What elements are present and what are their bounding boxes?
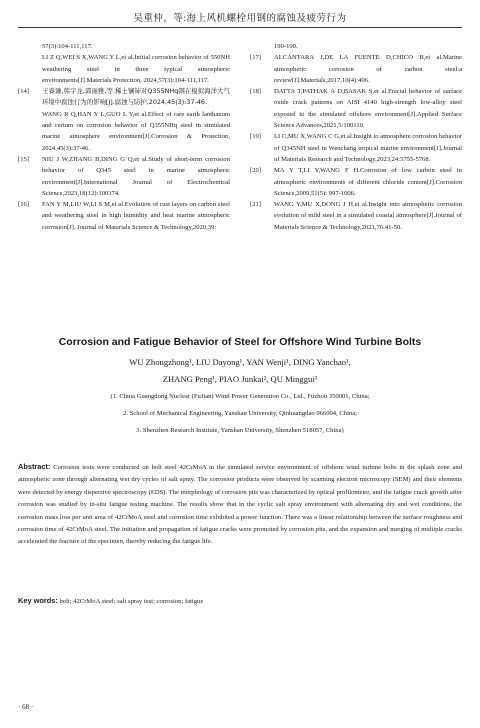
abstract-text: Corrosion tests were conducted on bolt steel 42CrMoA in the simulated service environment of offshore wind turbine bolts in the splash zone and atmospheric zone through alternating wet dry cycles of salt spray. The corrosion products were observed by scanning electron microscopy (SEM) and their elements were detected by energy dispersive spectroscopy (EDS). The morphology of corrosion pits was characterized by optical profilometer, and the fatigue crack growth after corrosion was studied by in-situ fatigue testing machine. The results show that in the cyclic salt spray environment with alternating dry and wet conditions, the corrosion mass loss per unit area of 42CrMoA steel and corrosion time exhibited a power function. There was a linear relationship between the surface roughness and corrosion time of 42CrMoA steel. The initiation and propagation of fatigue cracks were promoted by corrosion pits, and the expansion and merging of multiple cracks accelerated the fracture of the specimen, thereby reducing the fatigue life.	[18, 464, 463, 546]
reference-entry	[250, 86, 462, 131]
references-right-column	[250, 41, 462, 233]
reference-number: [19]	[250, 133, 261, 141]
authors-line-2: ZHANG Peng¹, PIAO Junkai², QU Minggui³	[162, 374, 318, 384]
affiliation-3: 3. Shenzhen Research Institute, Yanshan University, Shenzhen 518057, China)	[136, 427, 344, 434]
keywords-text: bolt; 42CrMoA steel; salt spray test; corrosion; fatigue	[59, 598, 204, 605]
reference-entry	[250, 131, 462, 165]
reference-number: [21]	[250, 201, 261, 209]
reference-text: DATTA T,PATHAK A D,BASAK S,et al.Fractal behavior of surface oxide crack patterns on AISI 4140 high-strength low-alloy steel exposed to the simulated offshore environment[J].Applied Surface Science Advances,2021,5:100110.	[274, 88, 462, 130]
reference-text: ALCÁNTARA J,DE LA FUENTE D,CHICO B,et al.Marine atmospheric corrosion of carbon steel:a review[J].Materials,2017,10(4):406.	[274, 54, 462, 84]
reference-continuation: LI Z Q,WEI S X,WANG Y L,et al.Initial corrosion behavior of 550NH weathering steel in three typical atmospheric environments[J].Materials Protection, 2024,57(3):104-111,117.	[42, 54, 230, 84]
running-header: 吴重仲，等:海上风机螺栓用钢的腐蚀及疲劳行为	[133, 14, 347, 24]
reference-entry	[250, 199, 462, 233]
affiliation-1: (1. China Guangdong Nuclear (FuJian) Wind Power Generation Co., Ltd., Fuzhou 350001, China;	[110, 393, 370, 400]
page-number: · 68 ·	[18, 703, 34, 711]
article-title: Corrosion and Fatigue Behavior of Steel for Offshore Wind Turbine Bolts	[58, 336, 422, 348]
reference-entry	[18, 154, 230, 199]
reference-continuation: 190-199.	[274, 43, 298, 50]
keywords	[18, 596, 462, 605]
reference-number: [16]	[18, 201, 29, 209]
reference-text: FAN Y M,LIU W,LI S M,et al.Evolution of rust layers on carbon steel and weathering steel in high humidity and heat marine atmospheric corrosion[J]. Journal of Materials Science & Technology,2020,39:	[42, 201, 230, 231]
reference-number: [18]	[250, 88, 261, 96]
reference-continuation: 57(3):104-111,117.	[42, 43, 93, 50]
keywords-label: Key words:	[18, 596, 58, 605]
affiliation-2: 2. School of Mechanical Engineering, Yanshan University, Qinhuangdao 066004, China;	[123, 410, 357, 417]
reference-continuation: WANG R Q,HAN Y L,GUO L Y,et al.Effect of rare earth lanthanum and cerium on corrosion behavior of Q355NHq steel in simulated marine atmosphere environment[J].Corrosion & Protection, 2024,45(3):37-46.	[42, 110, 230, 152]
header-rule	[18, 27, 462, 28]
abstract	[18, 461, 462, 549]
reference-text: LI C,MU X,WANG C G,et al.Insight to atmosphere corrosion behavior of Q345NH steel in Wenchang tropical marine environment[J].Journal of Materials Research and Technology,2023,24:5755-5768.	[274, 133, 462, 163]
reference-number: [14]	[18, 88, 29, 96]
reference-text: 王睿谦,韩宇龙,郭丽雅,等.稀土镧铈对Q355NHq钢在模拟海洋大气环境中腐蚀行为的影响[J].腐蚀与防护,2024,45(3):37-46.	[42, 87, 230, 107]
reference-entry	[250, 165, 462, 199]
reference-text: MA Y T,LI Y,WANG F H.Corrosion of low carbon steel in atmospheric environments of different chloride content[J].Corrosion Science,2009,51(5): 997-1006.	[274, 167, 462, 197]
reference-entry	[18, 199, 230, 233]
reference-entry	[250, 52, 462, 86]
reference-entry	[18, 86, 230, 109]
references-left-column	[18, 41, 230, 233]
authors-line-1: WU Zhongzhong¹, LIU Dayong¹, YAN Wenji¹, DING Yanchao¹,	[129, 357, 351, 367]
reference-number: [15]	[18, 155, 29, 163]
reference-number: [20]	[250, 167, 261, 175]
reference-number: [17]	[250, 54, 261, 62]
abstract-label: Abstract:	[18, 462, 51, 471]
reference-text: NIU J W,ZHANG B,DING G Q,et al.Study of short-term corrosion behavior of Q345 steel in marine atmospheric environment[J].International Journal of Electrochemical Science,2023,18(12):100374.	[42, 155, 230, 197]
reference-text: WANG Y,MU X,DONG J H,et al.Insight into atmospheric corrosion evolution of mild steel in a simulated coastal atmosphere[J].Journal of Materials Science & Technology,2021,76:41-50.	[274, 201, 462, 231]
